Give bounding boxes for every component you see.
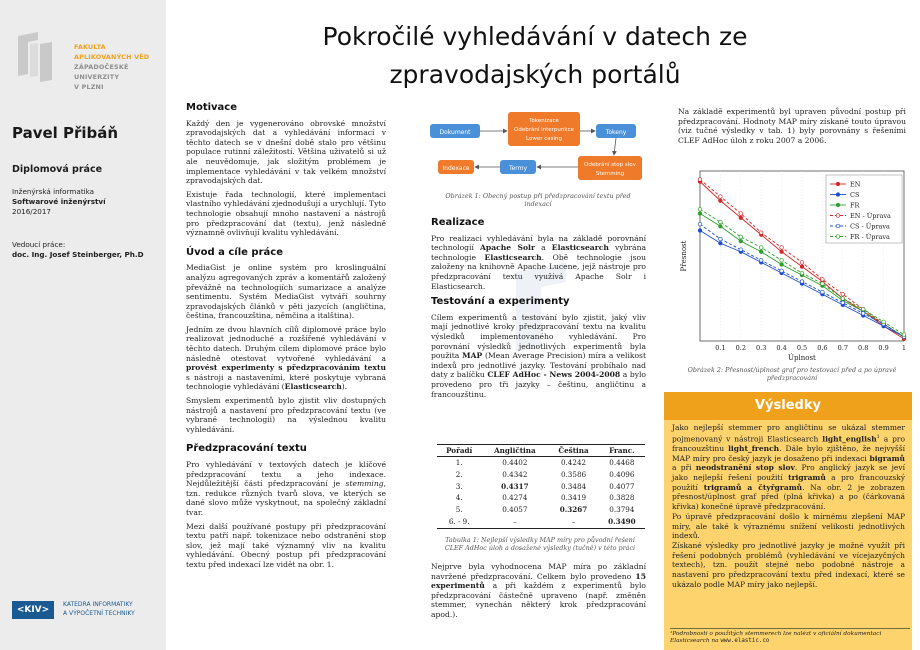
author-name: Pavel Přibáň — [12, 124, 119, 142]
section-heading: Úvod a cíle práce — [186, 246, 283, 258]
table-header: Angličtina — [481, 445, 548, 457]
diagram-arrow — [614, 138, 616, 155]
legend-marker — [836, 193, 840, 197]
paragraph: Mezi další používané postupy při předzpracování textu patří např. tokenizace nebo odstranění stop slov, jež mají také významný vliv na kvalitu vyhledávání. Obecný postup při předzpracování textu před indexací lze vidět na obr. 1. — [186, 521, 386, 569]
data-point — [861, 307, 865, 311]
column-right — [678, 107, 906, 149]
data-point — [821, 282, 825, 286]
results-table — [437, 444, 645, 529]
preprocessing-diagram — [428, 110, 646, 186]
diagram-label: Termy — [508, 165, 528, 172]
text-run: (Mean Average Precision) míra a velikost indexů pro jednotlivé jazyky. Testování probíhalo nad daty z balíčku — [431, 351, 647, 380]
x-tick-label: 0.2 — [735, 344, 746, 352]
table-caption: Tabulka 1: Nejlepší výsledky MAP míry pro původní řešení CLEF AdHoc úloh a dosažené výsledky (tučně) v této práci — [444, 536, 636, 552]
text-run: Elasticsearch — [284, 382, 342, 392]
footnote-mark: 1 — [876, 433, 880, 440]
text-run: trigramů — [788, 473, 826, 483]
section-heading: Realizace — [431, 217, 485, 228]
table-cell: 0.3794 — [609, 505, 635, 515]
diagram-label: Indexace — [442, 165, 470, 172]
title-line: Pokročilé vyhledávání v datech ze — [322, 22, 748, 51]
diagram-label: Lower casing — [526, 136, 562, 142]
paragraph: Na základě experimentů byl upraven původní postup při předzpracování. Hodnoty MAP míry získané touto úpravou (viz tučné výsledky v tab. 1) byly porovnány s řešeními CLEF AdHoc úloh z roku 2007 a 2006. — [678, 107, 906, 145]
supervisor-label: Vedoucí práce: — [12, 240, 66, 249]
section-heading: Testování a experimenty — [431, 296, 570, 308]
data-point — [882, 320, 886, 324]
faculty-line: APLIKOVANÝCH VĚD — [74, 53, 150, 61]
x-tick-label: 0.7 — [837, 344, 848, 352]
table-cell: 0.4077 — [609, 481, 635, 491]
table-cell: 0.3267 — [559, 505, 588, 515]
text-run: light_french — [728, 443, 780, 453]
data-point — [739, 248, 743, 252]
text-run: light_english — [822, 434, 877, 444]
data-point — [821, 290, 825, 294]
table-cell: 4. — [455, 493, 463, 503]
footnote — [670, 628, 910, 645]
table-header: Čeština — [548, 445, 598, 457]
faculty-line: UNIVERZITY — [74, 73, 120, 81]
text-run: Jako nejlepší stemmer pro angličtinu se ukázal stemmer pojmenovaný v nástroji Elasticsearch — [672, 423, 905, 444]
diagram-label: Tokenizace — [529, 118, 559, 124]
paragraph: Smyslem experimentů bylo zjistit vliv dostupných nástrojů a nastavení pro předzpracování textu (ve vybrané technologii) na výslednou kvalitu vyhledávání. — [186, 396, 386, 434]
academic-year: 2016/2017 — [12, 207, 52, 216]
paragraph: MediaGist je online systém pro kroslinguální analýzu agregovaných zpráv a komentářů založený převážně na technologiích sumarizace a analýze sentimentu. Systém MediaGist vytváří souhrny zpravodajských článků v pěti jazycích (angličtina, čeština, francouzština, němčina a italština). — [186, 263, 386, 321]
data-point — [719, 220, 723, 224]
field-line: Inženýrská informatika — [12, 187, 95, 196]
paragraph — [186, 460, 386, 518]
x-tick-label: 0.8 — [858, 344, 869, 352]
text-run: , tzn. redukce různých tvarů slova, ve kterých se dané slovo může vyskytnout, na společný základní tvar. — [186, 479, 386, 517]
data-point — [698, 229, 702, 233]
data-point — [719, 195, 723, 199]
x-axis-label: Úplnost — [788, 354, 816, 362]
results-heading: Výsledky — [664, 392, 912, 420]
data-point — [759, 258, 763, 262]
diagram-label: Tokeny — [605, 129, 627, 136]
x-tick-label: 0.9 — [878, 344, 889, 352]
x-tick-label: 0.3 — [756, 344, 767, 352]
table-row — [437, 469, 645, 481]
table-cell: 0.4468 — [609, 458, 635, 467]
data-point — [759, 246, 763, 250]
table-cell: 0.3419 — [560, 493, 587, 503]
data-point — [800, 271, 804, 275]
text-run: Pro vyhledávání v textových datech je klíčové předzpracování textu a jeho indexace. Nejdůležitější částí předzpracování je — [186, 460, 386, 489]
text-run: Jedním ze dvou hlavních cílů diplomové práce bylo realizovat jednoduché a rozšířené vyhledávání v těchto datech. Druhým cílem diplomové práce bylo následně otestovat vytvořené vyhledávání a — [186, 324, 386, 363]
column-middle — [431, 215, 646, 403]
experiment-paragraph-block — [431, 562, 646, 624]
text-run: . Obě technologie jsou založeny na knihovně Apache Lucene, jejž nástroje pro předzpracování textu využívá Apache Solr i Elasticsearch. — [431, 252, 646, 291]
kiv-logo: <KIV> — [12, 601, 54, 619]
table-row — [437, 516, 645, 528]
text-run: vybrána technologie — [431, 243, 647, 262]
data-point — [698, 207, 702, 211]
data-point — [698, 212, 702, 216]
data-point — [902, 333, 906, 337]
x-tick-label: 0.5 — [796, 344, 808, 352]
supervisor-name: doc. Ing. Josef Steinberger, Ph.D — [12, 250, 144, 259]
paragraph — [431, 234, 646, 292]
thesis-type: Diplomová práce — [12, 164, 103, 175]
section-heading: Předzpracování textu — [186, 443, 307, 455]
legend-label: FR — [850, 201, 860, 210]
data-point — [780, 258, 784, 262]
faculty-line: V PLZNI — [74, 83, 104, 91]
text-run: a pro francouzštinu — [672, 434, 905, 453]
table-cell: 5. — [455, 505, 463, 515]
title-line: zpravodajských portálů — [389, 60, 681, 89]
text-run: bigramů — [869, 453, 905, 463]
table-cell: 0.3484 — [560, 481, 587, 491]
text-run: a při — [672, 463, 696, 473]
text-run: Apache Solr — [480, 243, 535, 253]
table-row — [437, 504, 645, 516]
table-cell: 1. — [455, 458, 463, 467]
legend-label: FR - Úprava — [850, 232, 890, 241]
diagram-label: Odebrání interpunkce — [514, 127, 574, 133]
results-body — [664, 420, 912, 589]
x-tick-label: 0.1 — [715, 344, 726, 352]
paragraph — [431, 562, 646, 620]
department-line: KATEDRA INFORMATIKY — [63, 601, 133, 608]
data-point — [739, 239, 743, 243]
data-point — [739, 212, 743, 216]
table-cell: 0.3586 — [560, 469, 587, 479]
table-cell: 0.4317 — [501, 481, 529, 491]
text-run: ). — [341, 382, 348, 392]
table-cell: 0.4096 — [609, 469, 635, 479]
data-point — [841, 297, 845, 301]
text-run: provést experimenty s předzpracováním textu — [186, 363, 386, 373]
text-run: . Na obr. 2 je zobrazen přesnost/úplnost graf před (plná křivka) a po (čárkovaná křivka) konečné úpravě předzpracování. — [672, 482, 905, 512]
text-run: MAP — [462, 351, 483, 361]
data-point — [861, 312, 865, 316]
diagram-label: Stemming — [595, 171, 625, 177]
text-run: a bylo provedeno pro tři jazyky – češtinu, angličtinu a francouzštinu. — [431, 370, 646, 399]
table-cell: 0.4242 — [560, 458, 587, 467]
footnote-url: www.elastic.co — [720, 638, 770, 644]
data-point — [719, 241, 723, 245]
x-tick-label: 1 — [901, 344, 907, 352]
text-run: a — [534, 243, 552, 253]
text-run: . Dále bylo zjištěno, že nejvyšší MAP míry pro český jazyk je dosaženo při indexaci — [672, 443, 905, 463]
table-cell: 0.3828 — [609, 493, 635, 503]
data-point — [780, 250, 784, 254]
table-cell: 0.4402 — [502, 458, 528, 467]
text-run: Cílem experimentů a testování bylo zjistit, jaký vliv mají jednotlivé kroky předzpracování textu na kvalitu výsledků implementovaného vyhledávání. Pro porovnání výsledků jednotlivých experimentů byla použita — [431, 312, 646, 361]
faculty-name — [74, 42, 164, 92]
x-tick-label: 0.6 — [817, 344, 828, 352]
legend-label: CS - Úprava — [850, 222, 890, 231]
table-cell: 0.4342 — [502, 469, 528, 479]
table-header: Pořadí — [437, 445, 481, 457]
text-run: a pro francouzský použití — [672, 473, 905, 492]
study-field — [12, 187, 106, 217]
text-run: neodstranění stop slov — [695, 463, 795, 473]
figure-caption: Obrázek 2: Přesnost/úplnost graf pro testovací před a po úpravě předzpracování — [687, 366, 897, 382]
supervisor-block — [12, 240, 144, 260]
department-line: A VÝPOČETNÍ TECHNIKY — [63, 609, 135, 617]
data-point — [800, 280, 804, 284]
faculty-line: FAKULTA — [74, 43, 106, 51]
department-name — [63, 601, 135, 618]
data-point — [780, 269, 784, 273]
table-cell: – — [481, 516, 548, 528]
data-point — [759, 250, 763, 254]
table-row — [437, 481, 645, 493]
legend-label: EN — [850, 180, 861, 189]
text-run: stemming — [345, 479, 384, 489]
poster-title — [280, 18, 790, 94]
table-cell: 0.4274 — [502, 493, 528, 503]
table-cell: 0.4057 — [502, 505, 528, 515]
data-point — [800, 265, 804, 269]
diagram-label: Dokument — [439, 129, 471, 136]
table-header-row — [437, 445, 645, 457]
text-run: s nástroji a nastaveními, které poskytuje vybraná technologie vyhledávání ( — [186, 372, 386, 392]
legend-marker — [836, 224, 840, 228]
diagram-label: Odebrání stop slov — [584, 162, 636, 168]
data-point — [698, 178, 702, 182]
text-run: CLEF AdHoc - News 2004-2008 — [487, 370, 621, 380]
text-run: Elasticsearch — [551, 243, 609, 253]
paragraph — [431, 313, 646, 399]
precision-recall-chart — [678, 163, 910, 363]
legend-label: EN - Úprava — [850, 211, 891, 220]
data-point — [841, 301, 845, 305]
sidebar — [0, 0, 166, 650]
table-header: Franc. — [599, 445, 645, 457]
data-point — [800, 261, 804, 265]
text-run: a při každém z experimentů bylo předzpracování částečně upraveno (např. změněn stemmer, vynechán některý krok předzpracování apod.). — [431, 581, 646, 619]
data-point — [719, 199, 723, 203]
paragraph: Existuje řada technologií, které implementaci vlastního vyhledávání zjednodušují a urychlují. Tyto technologie obsahují mnoho nastavení a nástrojů pro předzpracování dat (textu), jenž následně významně ovlivňují kvalitu vyhledávání. — [186, 189, 386, 238]
table-cell: 3. — [455, 481, 463, 491]
paragraph: Získané výsledky pro jednotlivé jazyky je možné využít při řešení podobných problémů (vyhledávání ve vícejazyčných textech), tzn. použít stejné nebo podobné nástroje a nastavení pro předzpracování textu před indexací, které se ukázalo podle MAP míry jako nejlepší. — [672, 540, 905, 589]
text-run: ¹Podrobnosti o použitých stemmerech lze nalézt v oficiální dokumentaci Elasticsearch na — [670, 631, 882, 644]
legend-marker — [836, 214, 840, 218]
table-cell: 2. — [455, 469, 463, 479]
university-logo-icon — [16, 30, 54, 88]
x-tick-label: 0.4 — [776, 344, 787, 352]
data-point — [698, 222, 702, 226]
y-axis-label: Přesnost — [680, 240, 688, 272]
data-point — [780, 263, 784, 267]
paragraph — [186, 325, 386, 392]
legend-marker — [836, 182, 840, 186]
paragraph: Každý den je vygenerováno obrovské množství zpravodajských dat a vyhledávání informací v těchto datech se v dnešní době stalo pro většinu populace rutinní záležitostí. Většina uživatelů si už ale neuvědomuje, jak složitým problémem je implementace vyhledávání v tak velkém množství zpravodajských dat. — [186, 118, 386, 186]
column-left — [186, 100, 386, 574]
results-box — [664, 392, 912, 650]
text-run: Elasticsearch — [484, 252, 542, 262]
legend-marker — [836, 203, 840, 207]
data-point — [739, 235, 743, 239]
table-row — [437, 492, 645, 504]
legend-label: CS — [850, 190, 860, 199]
text-run: . Pro anglický jazyk se jeví jako nejlepší řešení použití — [672, 463, 905, 483]
legend-marker — [836, 235, 840, 239]
table-cell: 0.3490 — [599, 516, 645, 528]
text-run: Pro realizaci vyhledávání byla na základě porovnání technologií — [431, 233, 646, 253]
text-run: trigramů a čtyřgramů — [703, 482, 803, 492]
data-point — [719, 224, 723, 228]
section-heading: Motivace — [186, 102, 238, 113]
data-point — [719, 237, 723, 241]
paragraph: Po úpravě předzpracování došlo k mírnému zlepšení MAP míry, ale také k výraznému snížení velikosti jednotlivých indexů. — [672, 511, 905, 541]
faculty-line: ZÁPADOČESKÉ — [74, 63, 129, 71]
field-line: Softwarové inženýrství — [12, 197, 106, 206]
data-point — [739, 216, 743, 220]
paragraph — [672, 423, 905, 512]
data-point — [821, 278, 825, 282]
data-point — [759, 231, 763, 235]
table-cell: 6. - 9. — [437, 516, 481, 528]
text-run: Nejprve byla vyhodnocena MAP míra po základní navržené předzpracování. Celkem bylo provedeno — [431, 562, 646, 581]
table-cell: – — [548, 516, 598, 528]
figure-caption: Obrázek 1: Obecný postup při předzpracování textu před indexací — [445, 192, 631, 208]
data-point — [780, 246, 784, 250]
data-point — [841, 292, 845, 296]
table-row — [437, 457, 645, 469]
text-run: 15 experimentů — [431, 571, 646, 591]
